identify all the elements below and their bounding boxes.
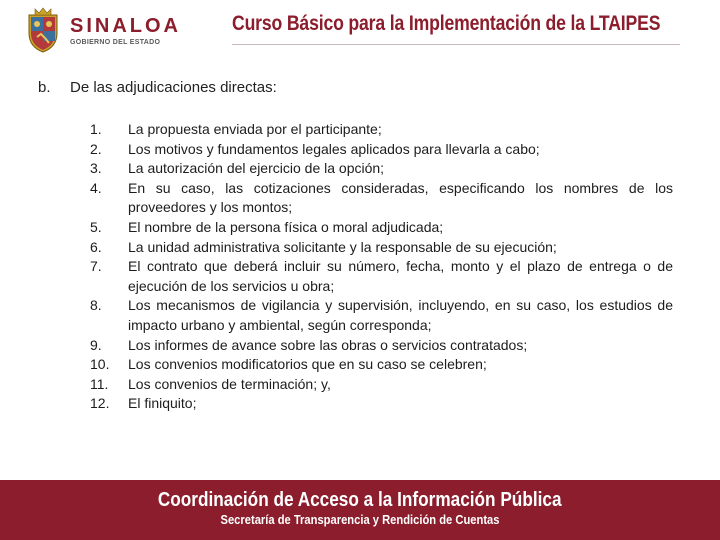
footer-subtitle: Secretaría de Transparencia y Rendición de Cuentas xyxy=(220,512,500,527)
list-item-text: En su caso, las cotizaciones consideradas, especificando los nombres de los proveedores y los montos; xyxy=(128,179,673,216)
list-item-text: La autorización del ejercicio de la opción; xyxy=(128,160,385,177)
list-item-text: El nombre de la persona física o moral adjudicada; xyxy=(128,218,444,235)
header-divider xyxy=(232,44,680,45)
list-item-number: 9. xyxy=(90,336,102,353)
section-title: De las adjudicaciones directas: xyxy=(70,79,277,96)
list-item xyxy=(90,159,673,179)
course-title: Curso Básico para la Implementación de la LTAIPES xyxy=(232,12,661,35)
list-item-text: Los motivos y fundamentos legales aplicados para llevarla a cabo; xyxy=(128,140,540,157)
list-item-number: 5. xyxy=(90,218,102,235)
list-item-text: Los convenios modificatorios que en su caso se celebren; xyxy=(128,356,487,373)
requirements-list xyxy=(90,120,673,414)
list-item-text: La propuesta enviada por el participante; xyxy=(128,121,382,137)
list-item xyxy=(90,336,673,356)
slide-footer xyxy=(0,480,720,540)
list-item-number: 12. xyxy=(90,395,110,412)
list-item-text: El contrato que deberá incluir su número, fecha, monto y el plazo de entrega o de ejecución de los servicios u obra; xyxy=(128,258,673,294)
state-coat-of-arms-icon xyxy=(26,7,60,53)
section-letter: b. xyxy=(38,79,51,96)
list-item-text: Los mecanismos de vigilancia y supervisión, incluyendo, en su caso, los estudios de impacto urbano y ambiental, según corresponda; xyxy=(128,297,673,333)
list-item-number: 10. xyxy=(90,356,110,373)
section-heading xyxy=(38,79,277,96)
list-item xyxy=(90,179,673,218)
list-item-text: Los informes de avance sobre las obras o servicios contratados; xyxy=(128,336,528,353)
list-item-number: 6. xyxy=(90,238,102,255)
list-item-number: 7. xyxy=(90,258,102,275)
list-item-number: 2. xyxy=(90,140,102,157)
list-item-number: 11. xyxy=(90,375,109,392)
list-item-text: Los convenios de terminación; y, xyxy=(128,375,331,392)
brand-name: SINALOA xyxy=(70,15,181,37)
brand-subtitle: GOBIERNO DEL ESTADO xyxy=(70,39,161,46)
list-item-number: 4. xyxy=(90,179,102,196)
list-item xyxy=(90,394,673,414)
list-item-number: 1. xyxy=(90,121,102,137)
list-item xyxy=(90,238,673,258)
slide-header xyxy=(0,0,720,62)
list-item-number: 3. xyxy=(90,160,102,177)
list-item xyxy=(90,218,673,238)
list-item xyxy=(90,296,673,335)
brand-logo xyxy=(70,16,181,46)
list-item-text: La unidad administrativa solicitante y la responsable de su ejecución; xyxy=(128,238,557,255)
list-item-number: 8. xyxy=(90,297,102,314)
list-item xyxy=(90,120,673,140)
list-item xyxy=(90,355,673,375)
list-item xyxy=(90,375,673,395)
footer-title: Coordinación de Acceso a la Información Pública xyxy=(158,489,562,511)
list-item-text: El finiquito; xyxy=(128,395,197,412)
list-item xyxy=(90,140,673,160)
list-item xyxy=(90,257,673,296)
